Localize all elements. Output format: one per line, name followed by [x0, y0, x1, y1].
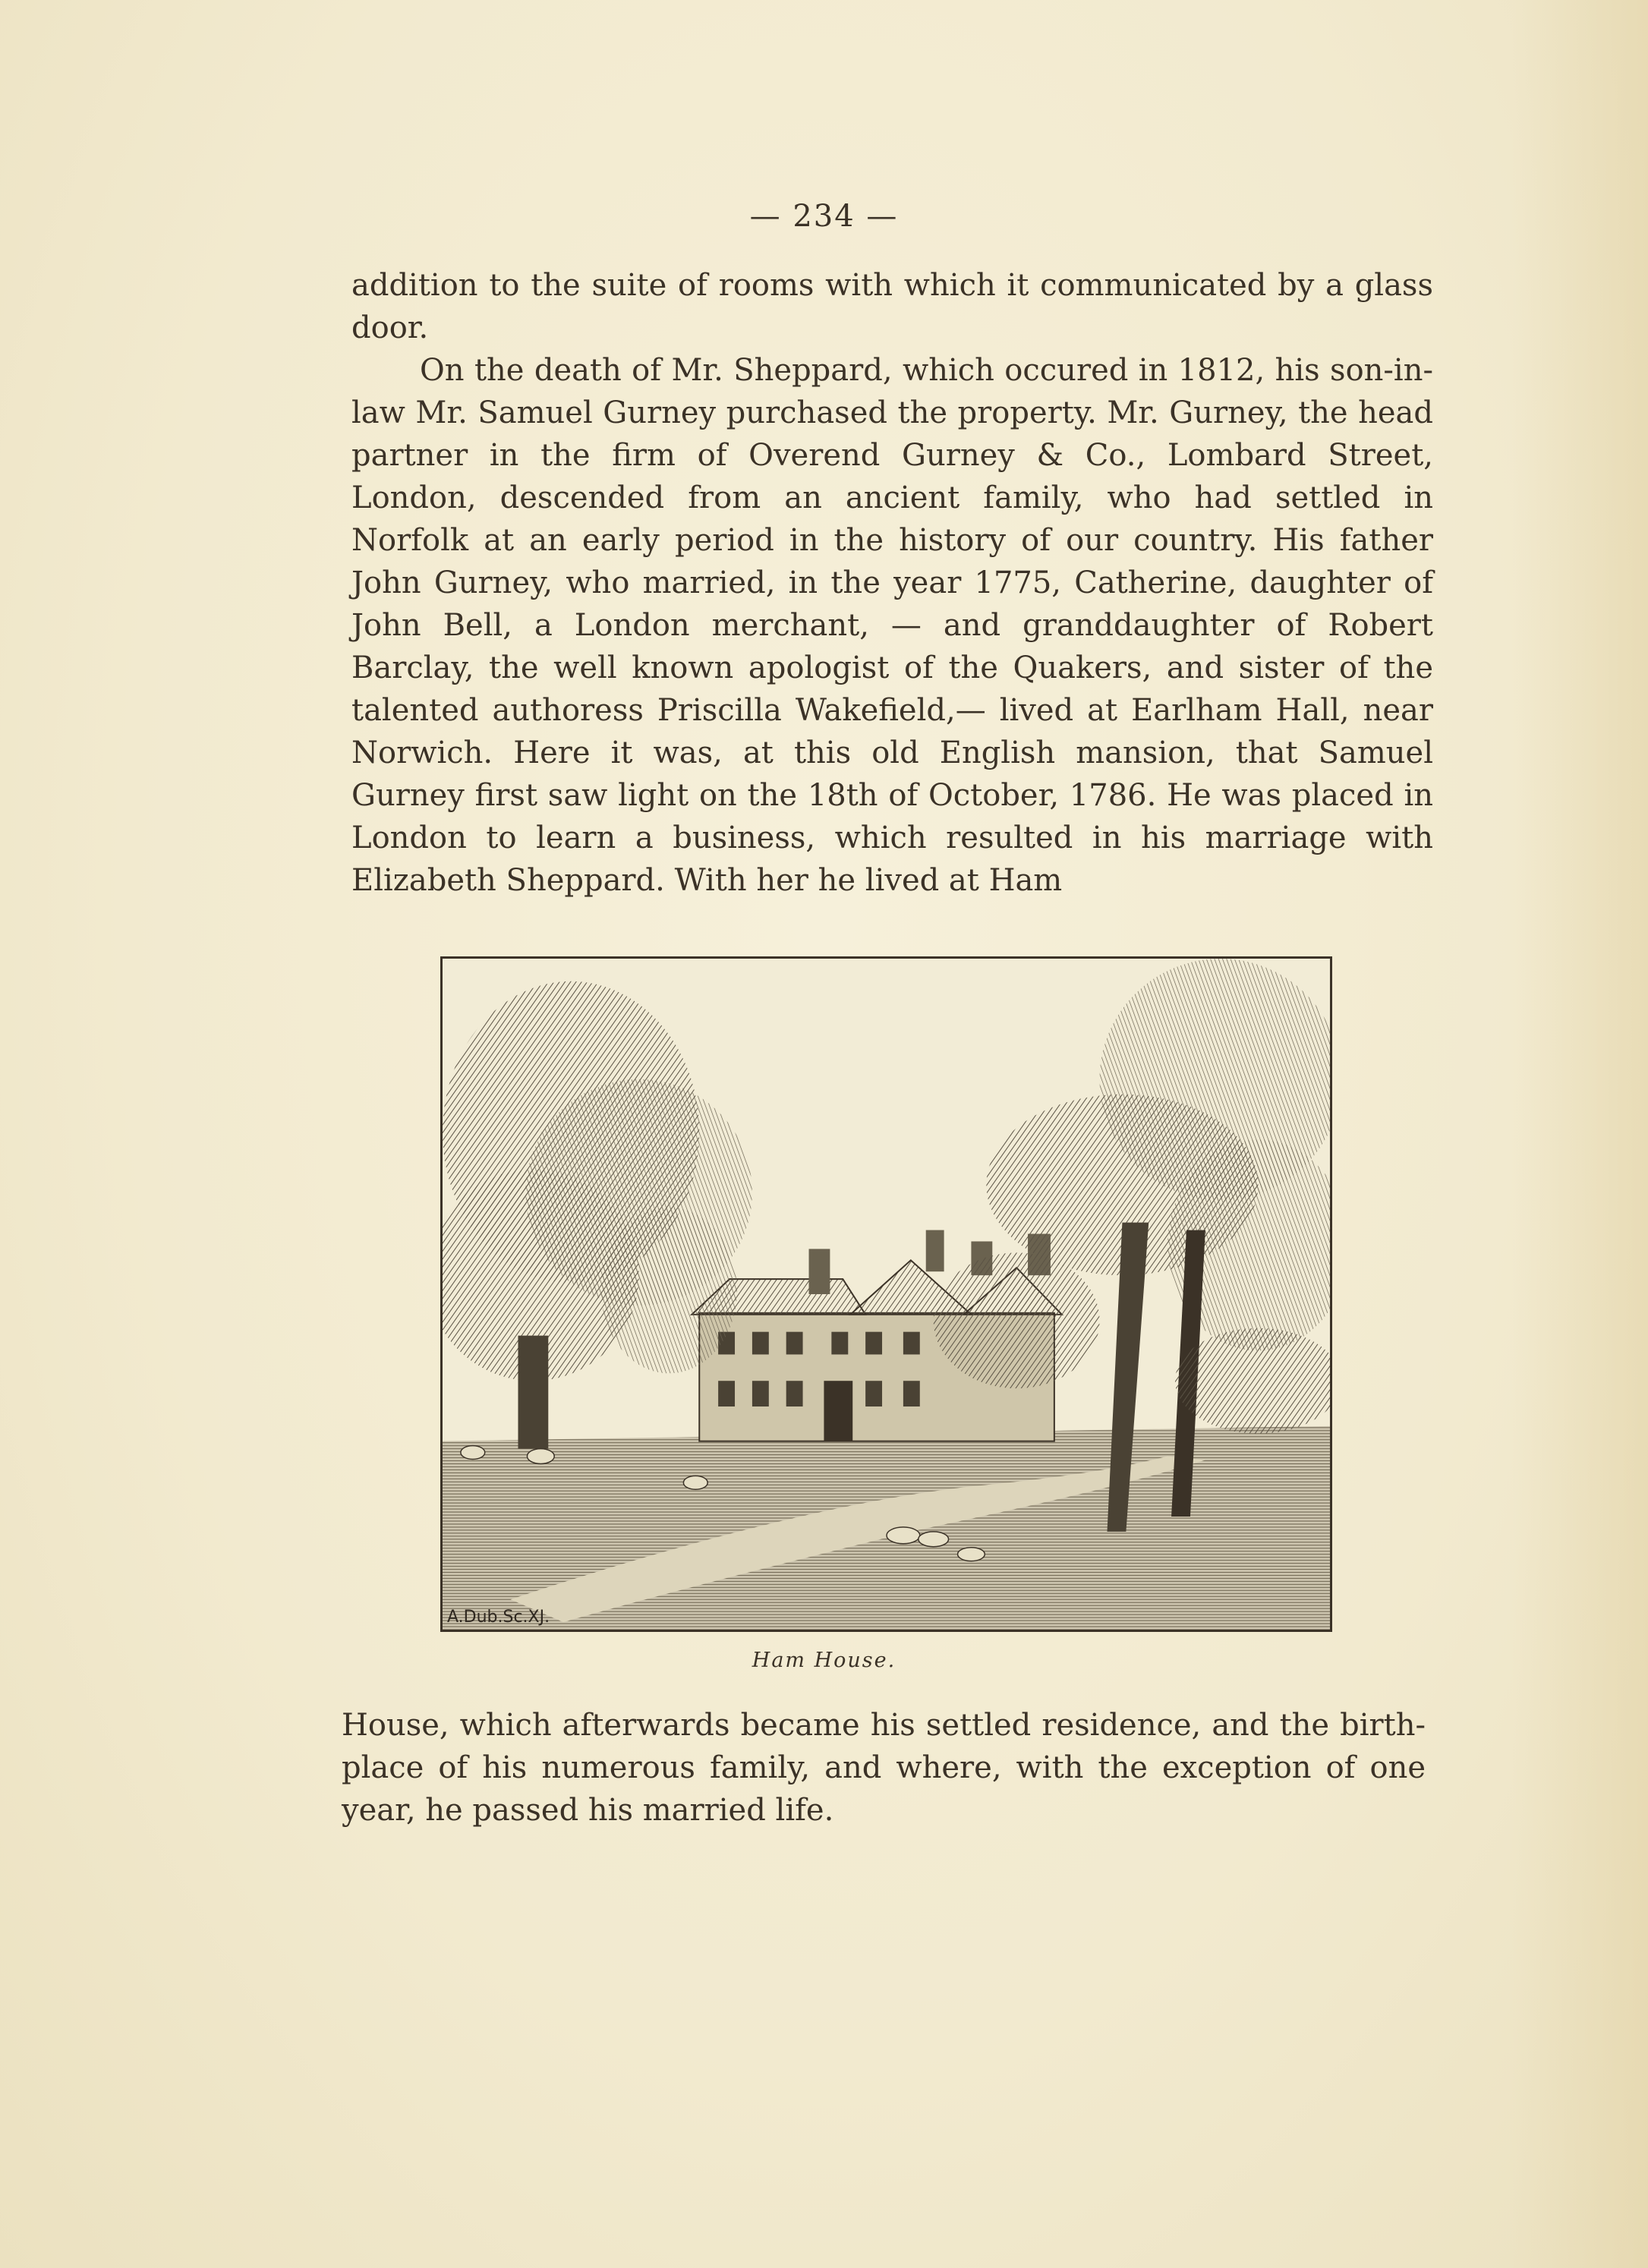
paragraph-3: House, which afterwards became his settled residence, and the birth-place of his numerous family, and where, with the exception of one year, he passed his married life.: [342, 1708, 1426, 1828]
page-number: — 234 —: [749, 199, 899, 234]
paragraph-1: addition to the suite of rooms with which it communicated by a glass door.: [351, 268, 1433, 345]
page-edge-shading: [1511, 0, 1648, 2268]
illustration-caption: Ham House.: [752, 1649, 896, 1672]
engraver-signature: A.Dub.Sc.XJ.: [447, 1608, 550, 1627]
engraving-ham-house: [440, 956, 1332, 1632]
paragraph-2: On the death of Mr. Sheppard, which occured in 1812, his son-in-law Mr. Samuel Gurney purchased the property. Mr. Gurney, the head partner in the firm of Overend Gurney & Co., Lombard Street, London, descended from an ancient family, who had settled in Norfolk at an early period in the history of our country. His father John Gurney, who married, in the year 1775, Catherine, daughter of John Bell, a London merchant, — and granddaughter of Robert Barclay, the well known apologist of the Quakers, and sister of the talented authoress Priscilla Wakefield,— lived at Earlham Hall, near Norwich. Here it was, at this old English mansion, that Samuel Gurney first saw light on the 18th of October, 1786. He was placed in London to learn a business, which resulted in his marriage with Elizabeth Sheppard. With her he lived at Ham: [351, 353, 1433, 898]
engraving-illustration: [443, 959, 1330, 1630]
